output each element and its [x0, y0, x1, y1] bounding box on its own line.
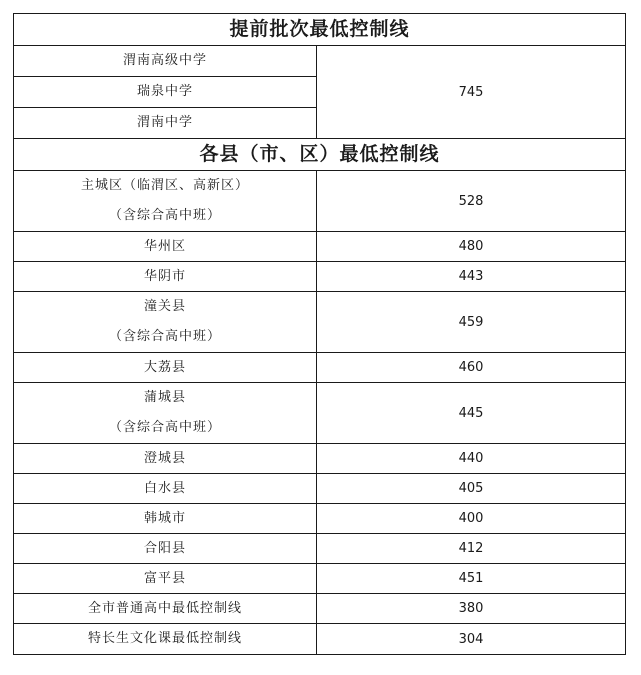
region-name-line: （含综合高中班） — [108, 420, 221, 435]
region-name-line: （含综合高中班） — [108, 329, 221, 344]
region-name-line: 潼关县 — [143, 299, 186, 314]
school-name: 渭南高级中学 — [14, 46, 316, 77]
region-name — [14, 534, 317, 563]
region-name — [14, 594, 317, 623]
region-score: 443 — [458, 269, 484, 284]
region-name-line: 富平县 — [143, 570, 186, 586]
table-row — [14, 504, 625, 534]
table-row — [14, 292, 625, 353]
region-name — [14, 564, 317, 593]
region-name-line: （含综合高中班） — [108, 208, 221, 223]
region-score: 480 — [458, 239, 484, 254]
region-name — [14, 353, 317, 382]
region-score: 451 — [458, 571, 484, 586]
region-score: 304 — [458, 631, 484, 647]
region-score: 460 — [458, 360, 484, 375]
region-score: 528 — [458, 193, 484, 209]
early-batch-schools — [14, 46, 317, 138]
region-name — [14, 171, 317, 231]
region-name — [14, 383, 317, 443]
region-name — [14, 504, 317, 533]
table-row — [14, 232, 625, 262]
region-score: 400 — [458, 511, 484, 526]
table-row — [14, 564, 625, 594]
region-name — [14, 292, 317, 352]
region-name-line: 韩城市 — [143, 510, 186, 526]
region-name-line: 澄城县 — [143, 450, 186, 466]
region-name-line: 大荔县 — [143, 359, 186, 375]
table-row — [14, 171, 625, 232]
table-row — [14, 262, 625, 292]
county-rows — [14, 171, 625, 654]
region-name-line: 全市普通高中最低控制线 — [87, 600, 242, 616]
table-row — [14, 534, 625, 564]
region-name — [14, 262, 317, 291]
region-score: 380 — [458, 601, 484, 616]
region-name-line: 合阳县 — [143, 540, 186, 556]
section2-title: 各县（市、区）最低控制线 — [14, 139, 625, 171]
table-row — [14, 444, 625, 474]
region-name-line: 特长生文化课最低控制线 — [87, 631, 242, 646]
region-name-line: 主城区（临渭区、高新区） — [80, 178, 249, 193]
region-score: 445 — [458, 405, 484, 421]
table-row — [14, 383, 625, 444]
region-score: 405 — [458, 481, 484, 496]
region-name-line: 蒲城县 — [143, 390, 186, 405]
section1-title: 提前批次最低控制线 — [14, 14, 625, 46]
region-name-line: 华阴市 — [143, 268, 186, 284]
early-batch-group — [14, 46, 625, 139]
region-score: 459 — [458, 314, 484, 330]
region-name — [14, 624, 317, 654]
early-batch-score: 745 — [458, 84, 484, 100]
table-row — [14, 624, 625, 654]
score-table — [13, 13, 626, 655]
region-name-line: 白水县 — [143, 480, 186, 496]
region-name — [14, 474, 317, 503]
school-name: 瑞泉中学 — [14, 77, 316, 108]
table-row — [14, 474, 625, 504]
region-name-line: 华州区 — [143, 238, 186, 254]
region-score: 412 — [458, 541, 484, 556]
table-row — [14, 594, 625, 624]
region-score: 440 — [458, 451, 484, 466]
table-row — [14, 353, 625, 383]
region-name — [14, 232, 317, 261]
region-name — [14, 444, 317, 473]
school-name: 渭南中学 — [136, 115, 193, 130]
